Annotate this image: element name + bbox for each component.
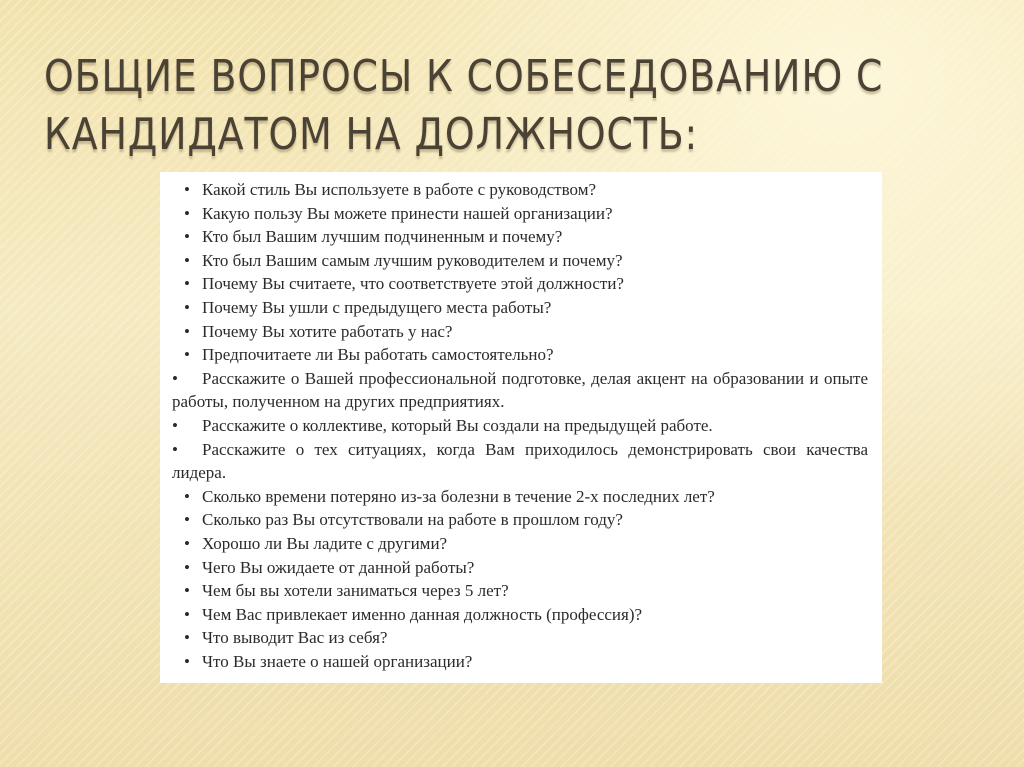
question-item: • Сколько времени потеряно из-за болезни в течение 2-х последних лет? — [172, 485, 868, 509]
question-item: • Предпочитаете ли Вы работать самостоятельно? — [172, 343, 868, 367]
question-list — [172, 178, 868, 673]
question-item: • Чем бы вы хотели заниматься через 5 лет? — [172, 579, 868, 603]
question-item: • Хорошо ли Вы ладите с другими? — [172, 532, 868, 556]
bullet-icon: • — [184, 581, 190, 601]
question-item: • Что Вы знаете о нашей организации? — [172, 650, 868, 674]
bullet-icon: • — [184, 321, 190, 341]
question-item: • Чего Вы ожидаете от данной работы? — [172, 556, 868, 580]
bullet-icon: • — [184, 510, 190, 530]
question-item: • Почему Вы ушли с предыдущего места работы? — [172, 296, 868, 320]
question-item: • Кто был Вашим лучшим подчиненным и почему? — [172, 225, 868, 249]
bullet-icon: • — [172, 368, 178, 388]
question-item: • Расскажите о тех ситуациях, когда Вам приходилось демонстрировать свои качества лидера. — [172, 439, 868, 483]
question-item: • Расскажите о Вашей профессиональной подготовке, делая акцент на образовании и опыте работы, полученном на других предприятиях. — [172, 368, 868, 412]
bullet-icon: • — [172, 415, 178, 435]
bullet-icon: • — [184, 628, 190, 648]
bullet-icon: • — [184, 486, 190, 506]
bullet-icon: • — [184, 297, 190, 317]
question-item: • Какой стиль Вы используете в работе с руководством? — [172, 178, 868, 202]
question-item: • Что выводит Вас из себя? — [172, 626, 868, 650]
question-item: • Чем Вас привлекает именно данная должность (профессия)? — [172, 603, 868, 627]
question-item: • Сколько раз Вы отсутствовали на работе в прошлом году? — [172, 508, 868, 532]
slide-title — [44, 48, 884, 164]
bullet-icon: • — [184, 203, 190, 223]
question-item: • Какую пользу Вы можете принести нашей организации? — [172, 202, 868, 226]
bullet-icon: • — [184, 533, 190, 553]
bullet-icon: • — [184, 604, 190, 624]
bullet-icon: • — [184, 274, 190, 294]
bullet-icon: • — [184, 250, 190, 270]
bullet-icon: • — [184, 227, 190, 247]
question-item: • Почему Вы считаете, что соответствуете этой должности? — [172, 272, 868, 296]
questions-image-panel — [160, 172, 882, 683]
question-item: • Почему Вы хотите работать у нас? — [172, 320, 868, 344]
bullet-icon: • — [172, 439, 178, 459]
bullet-icon: • — [184, 557, 190, 577]
bullet-icon: • — [184, 180, 190, 199]
bullet-icon: • — [184, 651, 190, 671]
question-item: • Расскажите о коллективе, который Вы создали на предыдущей работе. — [172, 414, 868, 438]
slide-title-line-1: ОБЩИЕ ВОПРОСЫ К СОБЕСЕДОВАНИЮ С — [44, 51, 884, 102]
slide-title-line-2: КАНДИДАТОМ НА ДОЛЖНОСТЬ: — [44, 109, 699, 160]
question-item: • Кто был Вашим самым лучшим руководителем и почему? — [172, 249, 868, 273]
bullet-icon: • — [184, 345, 190, 365]
